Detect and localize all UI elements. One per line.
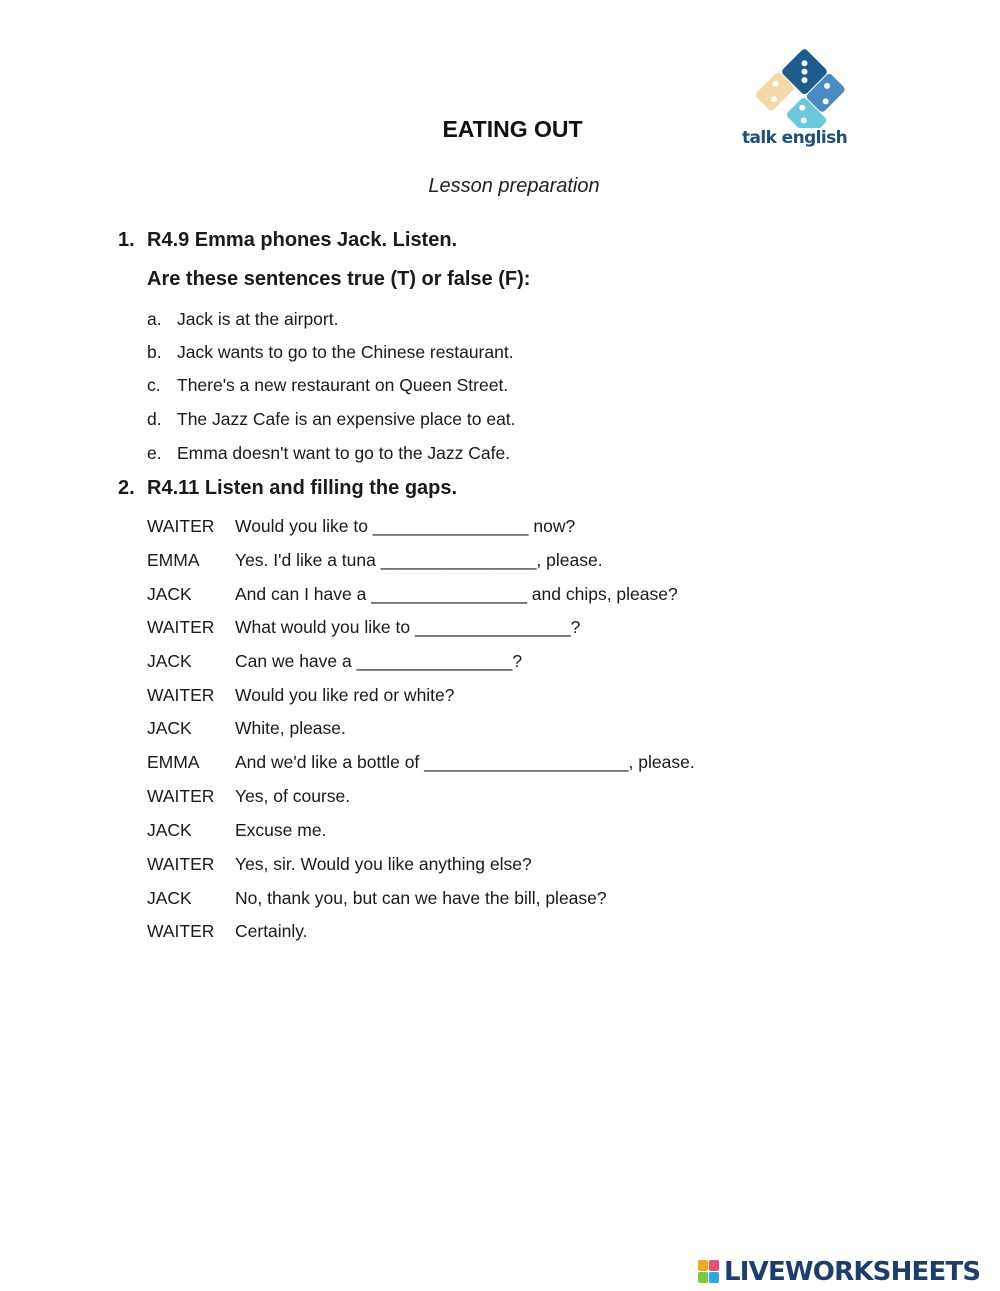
dialogue-text: And can I have a ________________ and chips, please? [235,584,678,604]
item-letter: c. [147,375,161,395]
list-item [147,409,516,430]
dialogue-line [147,820,326,841]
logo-text: talk english [742,128,848,148]
dialogue-text: Yes. I'd like a tuna ________________, please. [235,550,603,570]
speaker-label: JACK [147,888,192,908]
item-letter: b. [147,342,162,362]
dialogue-line [147,685,455,706]
item-letter: e. [147,443,162,463]
list-item [147,342,514,363]
speaker-label: JACK [147,820,192,840]
speaker-label: WAITER [147,516,215,536]
question-1-number: 1. [118,229,135,251]
dialogue-text: And we'd like a bottle of _____________________, please. [235,752,695,772]
domino-tiles-icon [746,38,846,128]
question-1-heading: R4.9 Emma phones Jack. Listen. [147,229,458,251]
dialogue-text: What would you like to ________________? [235,617,581,637]
speaker-label: WAITER [147,921,215,941]
dialogue-text: Certainly. [235,921,308,941]
question-2-number: 2. [118,477,135,499]
question-2-heading: R4.11 Listen and filling the gaps. [147,477,458,499]
dialogue-text: Would you like red or white? [235,685,455,705]
page-subtitle: Lesson preparation [428,175,600,197]
speaker-label: WAITER [147,685,215,705]
speaker-label: WAITER [147,786,215,806]
dialogue-line [147,854,532,875]
dialogue-text: No, thank you, but can we have the bill, please? [235,888,607,908]
list-item [147,375,508,396]
speaker-label: WAITER [147,617,215,637]
speaker-label: EMMA [147,752,200,772]
speaker-label: JACK [147,718,192,738]
dialogue-text: Yes, sir. Would you like anything else? [235,854,532,874]
dialogue-text: Can we have a ________________? [235,651,523,671]
item-text: The Jazz Cafe is an expensive place to eat. [177,409,516,429]
dialogue-text: Yes, of course. [235,786,351,806]
liveworksheets-badge-icon [698,1260,720,1284]
list-item [147,309,338,330]
dialogue-text: Excuse me. [235,820,327,840]
dialogue-line [147,550,603,571]
dialogue-line [147,888,607,909]
page-title: EATING OUT [442,116,583,142]
dialogue-text: White, please. [235,718,346,738]
brand-text: LIVEWORKSHEETS [724,1257,981,1287]
speaker-label: JACK [147,584,192,604]
dialogue-line [147,718,346,739]
item-letter: a. [147,309,162,329]
item-text: Jack is at the airport. [177,309,339,329]
dialogue-line [147,584,678,605]
item-text: Jack wants to go to the Chinese restaurant. [177,342,514,362]
dialogue-line [147,651,522,672]
dialogue-line [147,516,575,537]
dialogue-line [147,786,350,807]
dialogue-text: Would you like to ________________ now? [235,516,576,536]
question-1-instruction: Are these sentences true (T) or false (F): [147,268,531,290]
speaker-label: WAITER [147,854,215,874]
dialogue-line [147,752,695,773]
item-text: Emma doesn't want to go to the Jazz Cafe. [177,443,511,463]
item-letter: d. [147,409,162,429]
speaker-label: EMMA [147,550,200,570]
list-item [147,443,510,464]
dialogue-line [147,921,308,942]
item-text: There's a new restaurant on Queen Street. [177,375,509,395]
speaker-label: JACK [147,651,192,671]
dialogue-line [147,617,580,638]
